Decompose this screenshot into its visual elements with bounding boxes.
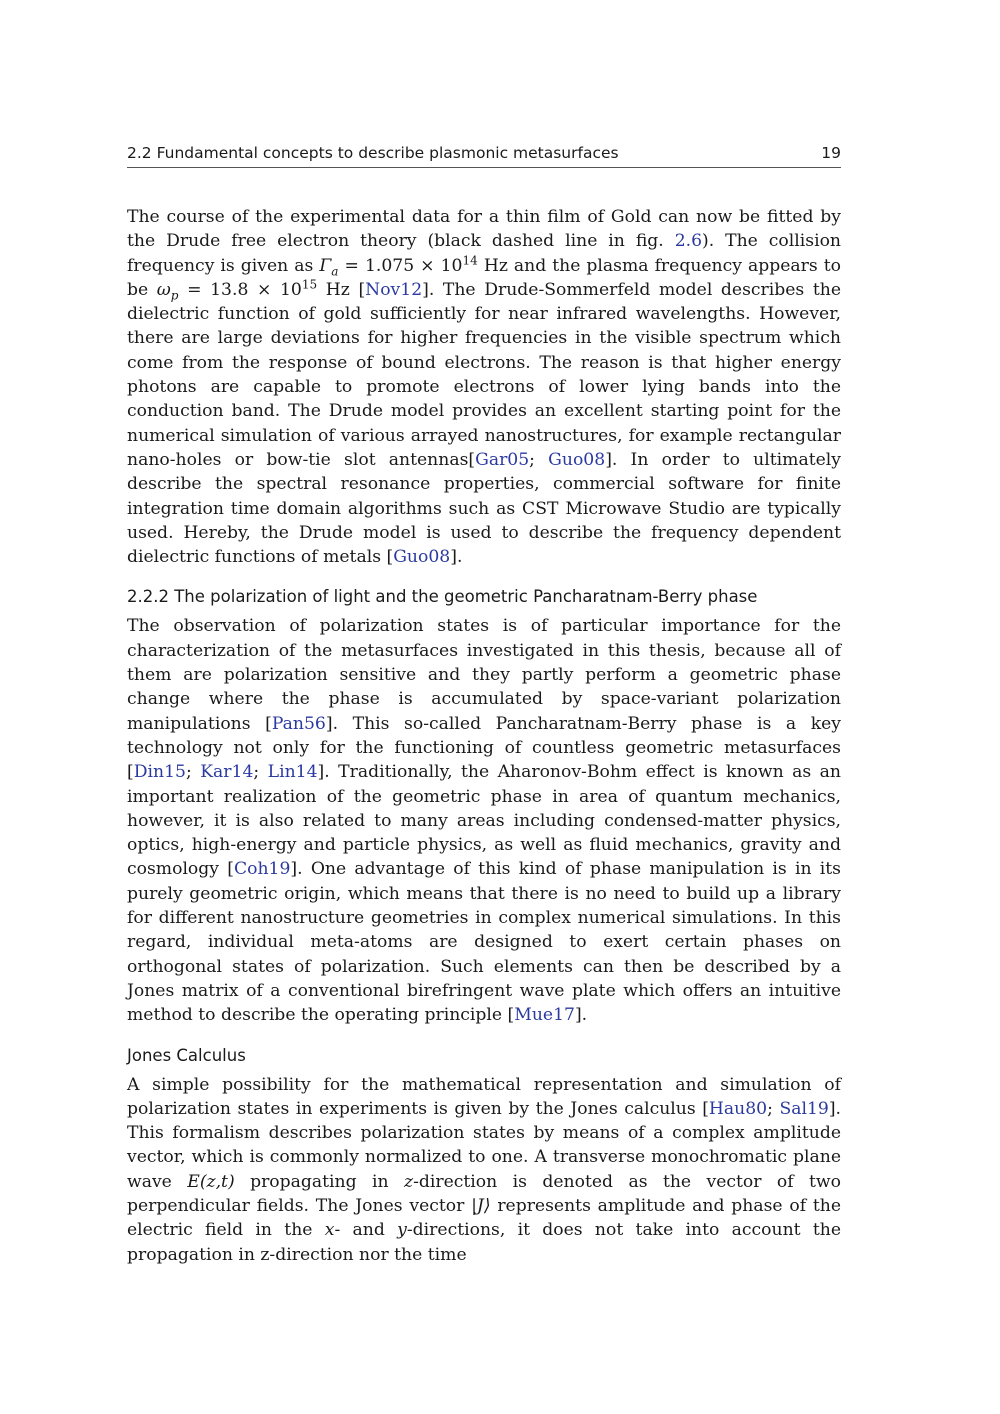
text-run: ). The collision frequency is given as (127, 231, 841, 276)
paragraph-polarization (127, 614, 841, 1027)
omega-exponent: 15 (301, 277, 318, 292)
section-heading-2-2-2: 2.2.2 The polarization of light and the geometric Pancharatnam-Berry phase (127, 587, 758, 607)
omega-symbol: ω (156, 279, 171, 300)
text-run: ]. In order to ultimately describe the spectral resonance properties, commercial software for finite integration time domain algorithms such as CST Microwave Studio are typically used. Hereby, the Drude model is used to describe the frequency dependent dielectric functions of metals [ (127, 449, 841, 568)
wave-function-args: (z,t) (199, 1171, 235, 1192)
math-plasma-frequency (156, 277, 318, 303)
math-z-variable: z (404, 1171, 414, 1192)
subsection-heading-jones-calculus: Jones Calculus (127, 1045, 246, 1065)
text-run: ; (529, 449, 549, 470)
wave-function-symbol: E (187, 1171, 200, 1192)
math-x-variable: x (324, 1220, 335, 1241)
text-run: ; (253, 762, 268, 783)
gamma-subscript: a (331, 264, 339, 279)
text-run: ]. The Drude-Sommerfeld model describes the dielectric function of gold sufficiently for near infrared wavelengths. However, there are large deviations for higher frequencies in the visible spectrum which come from the response of bound electrons. The reason is that higher energy photons are capable to promote electrons of lower lying bands into the conduction band. The Drude model provides an excellent starting point for the numerical simulation of various arrayed nanostructures, for example rectangular nano-holes or bow-tie slot antennas[ (127, 279, 842, 470)
paragraph-jones-calculus (127, 1073, 841, 1267)
text-run: ]. (574, 1005, 588, 1026)
math-collision-frequency (319, 252, 478, 279)
text-run: - and (334, 1220, 398, 1241)
text-run: ]. This so-called Pancharatnam-Berry phase is a key technology not only for the functioning of countless geometric metasurfaces [ (127, 713, 841, 783)
citation-coh19[interactable]: Coh19 (233, 859, 291, 880)
page-number: 19 (821, 144, 841, 162)
citation-gar05[interactable]: Gar05 (475, 449, 530, 470)
text-run: ]. (450, 547, 463, 568)
omega-subscript: p (170, 288, 179, 303)
text-run: ]. This formalism describes polarization states by means of a complex amplitude vector, which is commonly normalized to one. A transverse monochromatic plane wave (127, 1098, 841, 1192)
gamma-symbol: Γ (319, 255, 332, 276)
gamma-exponent: 14 (462, 252, 478, 267)
text-run: ]. Traditionally, the Aharonov-Bohm effect is known as an important realization of the geometric phase in area of quantum mechanics, however, it is also related to many areas including condensed-matter physics, optics, high-energy and particle physics, as well as fluid mechanics, gravity and cosmology [ (127, 762, 841, 880)
text-run: The observation of polarization states is of particular importance for the characterization of the metasurfaces investigated in this thesis, because all of them are polarization sensitive and they partly perform a geometric phase change where the phase is accumulated by space-variant polarization manipulations [ (127, 616, 841, 734)
citation-mue17[interactable]: Mue17 (514, 1005, 575, 1026)
text-run: Hz and the plasma frequency appears to be (127, 255, 841, 300)
gamma-value: = 1.075 × 10 (338, 255, 463, 276)
text-run: A simple possibility for the mathematical representation and simulation of polarization states in experiments is given by the Jones calculus [ (127, 1074, 841, 1119)
citation-nov12[interactable]: Nov12 (365, 279, 423, 300)
running-header (127, 144, 841, 168)
header-section-title: 2.2 Fundamental concepts to describe plasmonic metasurfaces (127, 144, 619, 162)
citation-lin14[interactable]: Lin14 (267, 762, 318, 783)
citation-guo08[interactable]: Guo08 (548, 449, 606, 470)
text-run: Hz [ (317, 279, 366, 300)
text-run: represents amplitude and phase of the electric field in the (127, 1195, 841, 1241)
citation-hau80[interactable]: Hau80 (708, 1098, 768, 1119)
citation-kar14[interactable]: Kar14 (200, 762, 254, 783)
text-run: -directions, it does not take into account the propagation in z-direction nor the time (127, 1220, 842, 1265)
figure-ref-2-6[interactable]: 2.6 (674, 231, 703, 252)
math-plane-wave (187, 1172, 234, 1192)
text-run: The course of the experimental data for a thin film of Gold can now be fitted by the Drude free electron theory (black dashed line in fig. (127, 207, 841, 252)
math-jones-vector: |J⟩ (471, 1195, 491, 1216)
paragraph-drude-fit (127, 205, 841, 569)
omega-value: = 13.8 × 10 (178, 279, 302, 300)
citation-sal19[interactable]: Sal19 (779, 1098, 829, 1119)
text-run: ]. One advantage of this kind of phase manipulation is in its purely geometric origin, which means that there is no need to build up a library for different nanostructure geometries in complex numerical simulations. In this regard, individual meta-atoms are designed to exert certain phases on orthogonal states of polarization. Such elements can then be described by a Jones matrix of a conventional birefringent wave plate which offers an intuitive method to describe the operating principle [ (127, 859, 841, 1026)
text-run: ; (767, 1098, 780, 1119)
page-content (127, 205, 841, 1267)
math-y-variable: y (397, 1220, 407, 1241)
text-run: ; (185, 762, 201, 783)
citation-pan56[interactable]: Pan56 (271, 713, 326, 734)
citation-guo08-second[interactable]: Guo08 (393, 547, 451, 568)
text-run: propagating in (234, 1171, 405, 1192)
citation-din15[interactable]: Din15 (133, 762, 186, 783)
text-run: -direction is denoted as the vector of two perpendicular fields. The Jones vector (127, 1171, 841, 1216)
